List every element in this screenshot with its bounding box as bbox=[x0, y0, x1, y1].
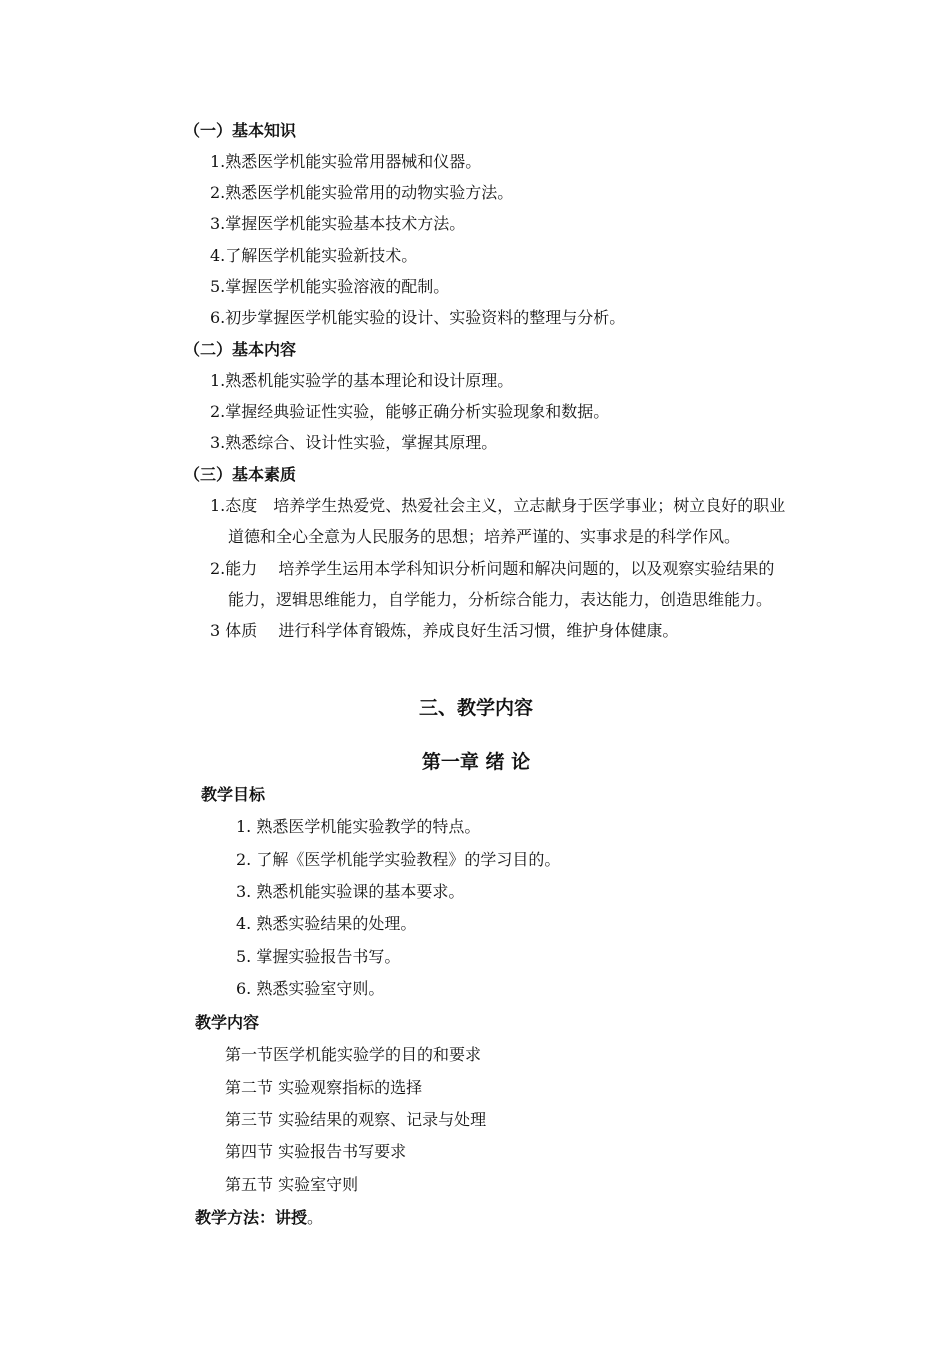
list-item: 第三节 实验结果的观察、记录与处理 bbox=[225, 1110, 487, 1129]
list-item: 第一节医学机能实验学的目的和要求 bbox=[225, 1045, 482, 1064]
list-item: 3. 熟悉机能实验课的基本要求。 bbox=[236, 882, 465, 901]
list-item: 第五节 实验室守则 bbox=[225, 1175, 359, 1194]
list-item: 4. 熟悉实验结果的处理。 bbox=[236, 914, 417, 933]
list-item: 1. 熟悉医学机能实验教学的特点。 bbox=[236, 817, 481, 836]
list-item: 第二节 实验观察指标的选择 bbox=[225, 1078, 423, 1097]
chapter-title: 第一章 绪 论 bbox=[421, 751, 531, 773]
teaching-goals-heading: 教学目标 bbox=[201, 785, 266, 804]
list-item: 2.掌握经典验证性实验，能够正确分析实验现象和数据。 bbox=[210, 402, 610, 421]
list-item: 2.熟悉医学机能实验常用的动物实验方法。 bbox=[210, 183, 514, 202]
part-title: 三、教学内容 bbox=[418, 697, 533, 719]
teaching-method-line bbox=[195, 1208, 323, 1228]
list-item: 3.熟悉综合、设计性实验，掌握其原理。 bbox=[210, 433, 498, 452]
ability-line-1: 2.能力 培养学生运用本学科知识分析问题和解决问题的，以及观察实验结果的 bbox=[210, 559, 775, 578]
list-item: 6. 熟悉实验室守则。 bbox=[236, 979, 385, 998]
section-heading-basic-content: （二）基本内容 bbox=[184, 340, 297, 359]
section-heading-basic-knowledge: （一）基本知识 bbox=[184, 121, 297, 140]
teaching-method-label: 教学方法：讲授 bbox=[195, 1208, 308, 1227]
ability-line-2: 能力，逻辑思维能力，自学能力，分析综合能力，表达能力，创造思维能力。 bbox=[228, 590, 773, 609]
list-item: 2. 了解《医学机能学实验教程》的学习目的。 bbox=[236, 850, 561, 869]
list-item: 6.初步掌握医学机能实验的设计、实验资料的整理与分析。 bbox=[210, 308, 626, 327]
list-item: 3.掌握医学机能实验基本技术方法。 bbox=[210, 214, 466, 233]
list-item: 第四节 实验报告书写要求 bbox=[225, 1142, 407, 1161]
attitude-line-1: 1.态度 培养学生热爱党、热爱社会主义，立志献身于医学事业；树立良好的职业 bbox=[210, 496, 786, 515]
physique-line: 3 体质 进行科学体育锻炼，养成良好生活习惯，维护身体健康。 bbox=[210, 621, 679, 640]
list-item: 4.了解医学机能实验新技术。 bbox=[210, 246, 418, 265]
section-heading-basic-quality: （三）基本素质 bbox=[184, 465, 297, 484]
attitude-line-2: 道德和全心全意为人民服务的思想；培养严谨的、实事求是的科学作风。 bbox=[228, 527, 741, 546]
list-item: 1.熟悉医学机能实验常用器械和仪器。 bbox=[210, 152, 482, 171]
list-item: 1.熟悉机能实验学的基本理论和设计原理。 bbox=[210, 371, 514, 390]
teaching-method-period: 。 bbox=[307, 1208, 324, 1227]
list-item: 5. 掌握实验报告书写。 bbox=[236, 947, 401, 966]
teaching-content-heading: 教学内容 bbox=[195, 1013, 260, 1032]
list-item: 5.掌握医学机能实验溶液的配制。 bbox=[210, 277, 450, 296]
